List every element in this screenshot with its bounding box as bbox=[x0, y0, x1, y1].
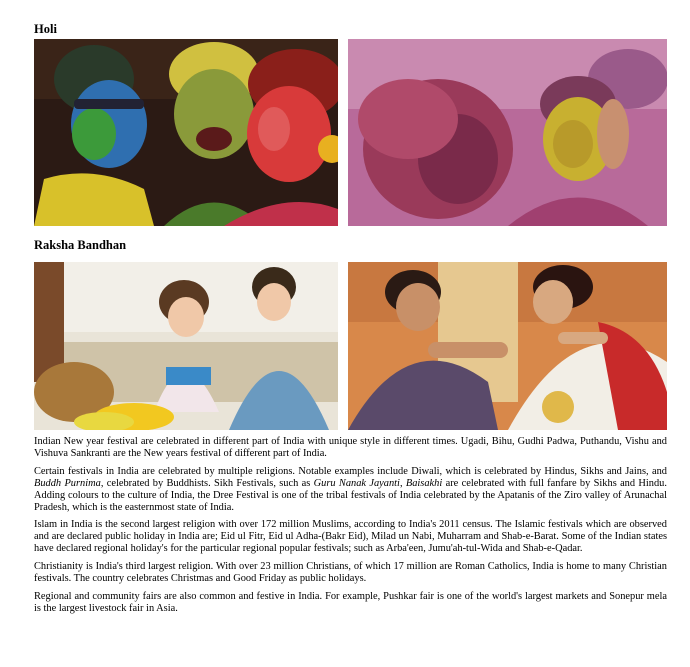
raksha-siblings-photo bbox=[348, 262, 667, 430]
raksha-bandhan-heading: Raksha Bandhan bbox=[34, 238, 127, 252]
holi-women-photo bbox=[34, 39, 338, 226]
paragraph-multi-religion-part: are celebrated with full fanfare by Sikhs and Hindu. Adding colours to the culture of India, the Dree Festival is one of the tribal festivals of India celebrated by the Apatanis of the Ziro valley of Arunachal Pradesh, which is the easternmost state of India. bbox=[34, 477, 667, 513]
paragraph-new-year: Indian New year festival are celebrated in different part of India with unique style in different times. Ugadi, Bihu, Gudhi Padwa, Puthandu, Vishu and Vishuva Sankranti are the New years festival of different part of India. bbox=[34, 436, 667, 459]
article-body bbox=[34, 436, 667, 621]
paragraph-fairs: Regional and community fairs are also common and festive in India. For example, Pushkar fair is one of the world's largest markets and Sonepur mela is the largest livestock fair in Asia. bbox=[34, 590, 667, 614]
paragraph-christianity: Christianity is India's third largest religion. With over 23 million Christians, of which 17 million are Roman Catholics, India is home to many Christian festivals. The country celebrates Christmas and Good Friday as public holidays. bbox=[34, 561, 667, 585]
holi-heading: Holi bbox=[34, 22, 57, 36]
paragraph-multi-religion-part: , bbox=[399, 477, 406, 489]
paragraph-multi-religion bbox=[34, 466, 667, 514]
paragraph-islam: Islam in India is the second largest religion with over 172 million Muslims, according to India's 2011 census. The Islamic festivals which are observed and are declared public holiday in India are; Eid ul Fitr, Eid ul Adha-(Bakr Eid), Milad un Nabi, Muharram and Shab-e-Barat. Some of the Indian states have declared regional holiday's for the particular regional popular festivals; such as Arba'een, Jumu'ah-tul-Wida and Shab-e-Qadar. bbox=[34, 519, 667, 555]
holi-friends-photo bbox=[348, 39, 667, 226]
paragraph-multi-religion-part: Certain festivals in India are celebrated by multiple religions. Notable examples include Diwali, which is celebrated by Hindus, Sikhs and Jains, and bbox=[34, 465, 667, 477]
buddh-purnima-text: Buddh Purnima bbox=[34, 477, 101, 489]
paragraph-multi-religion-part: , celebrated by Buddhists. Sikh Festivals, such as bbox=[100, 477, 314, 489]
raksha-children-photo bbox=[34, 262, 338, 430]
guru-nanak-jayanti-text: Guru Nanak Jayanti bbox=[313, 477, 400, 489]
baisakhi-text: Baisakhi bbox=[405, 477, 443, 489]
